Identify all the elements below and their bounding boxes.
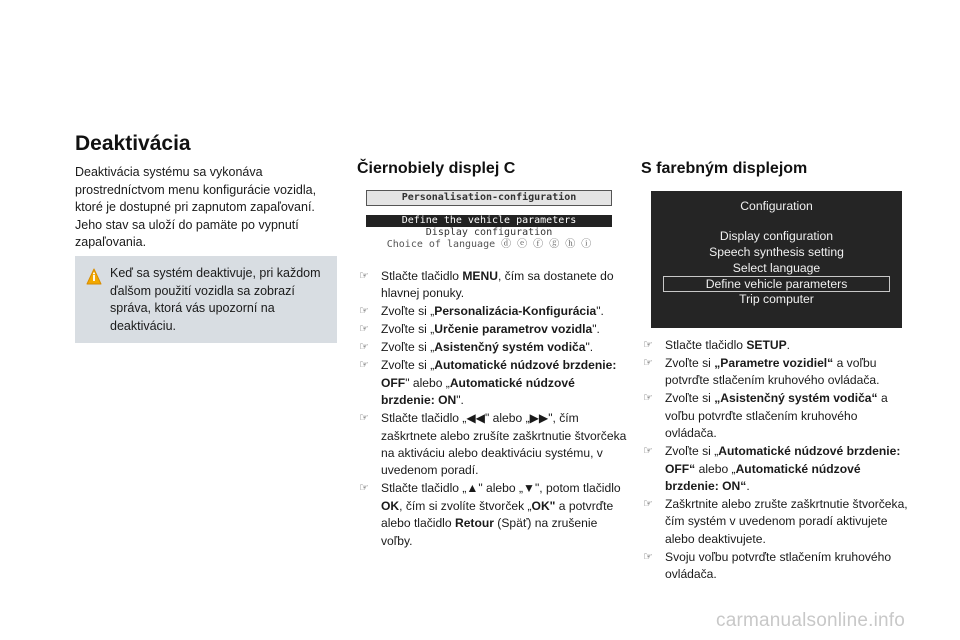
mono-display-item: Choice of language ⓓ ⓔ ⓕ ⓖ ⓗ ⓘ bbox=[386, 239, 592, 250]
step-item: ☞ Zaškrtnite alebo zrušte zaškrtnutie štvorčeka, čím systém v uvedenom poradí aktivujete alebo deaktivujete. bbox=[643, 497, 908, 546]
step-item: ☞ Zvoľte si „Parametre vozidiel“ a voľbu potvrďte stlačením kruhového ovládača. bbox=[643, 356, 880, 388]
step-item: ☞ Stlačte tlačidlo „◀◀" alebo „▶▶", čím zaškrtnete alebo zrušíte zaškrtnutie štvorčeka na aktiváciu alebo deaktiváciu systému, v uvedenom poradí. bbox=[359, 411, 627, 478]
pointing-hand-icon: ☞ bbox=[643, 445, 653, 458]
step-item: ☞ Zvoľte si „Automatické núdzové brzdenie: OFF“ alebo „Automatické núdzové brzdenie: ON“. bbox=[643, 444, 901, 494]
step-item: ☞ Zvoľte si „Personalizácia-Konfigurácia". bbox=[357, 303, 627, 320]
color-display-item: Trip computer bbox=[739, 292, 814, 307]
color-display-item: Speech synthesis setting bbox=[709, 244, 844, 259]
mono-display-selected-item: Define the vehicle parameters bbox=[366, 215, 612, 227]
pointing-hand-icon: ☞ bbox=[643, 498, 653, 511]
color-steps-list bbox=[641, 337, 909, 584]
pointing-hand-icon: ☞ bbox=[359, 482, 369, 495]
pointing-hand-icon: ☞ bbox=[359, 359, 369, 372]
section-title: Deaktivácia bbox=[75, 132, 191, 155]
color-display-menu bbox=[651, 229, 902, 308]
info-icon bbox=[86, 268, 102, 286]
step-item: ☞ Stlačte tlačidlo „▲" alebo „▼", potom tlačidlo OK, čím si zvolíte štvorček „OK" a potvrďte alebo tlačidlo Retour (Späť) na zrušenie voľby. bbox=[359, 481, 621, 548]
mono-display bbox=[366, 190, 612, 251]
step-item: ☞ Stlačte tlačidlo SETUP. bbox=[641, 337, 909, 354]
pointing-hand-icon: ☞ bbox=[643, 339, 653, 351]
mono-display-heading: Čiernobiely displej C bbox=[357, 160, 516, 177]
mono-display-title: Personalisation-configuration bbox=[366, 190, 612, 206]
info-note bbox=[75, 256, 337, 343]
pointing-hand-icon: ☞ bbox=[359, 323, 369, 336]
color-display-heading: S farebným displejom bbox=[641, 160, 808, 177]
color-display bbox=[651, 191, 902, 328]
watermark: carmanualsonline.info bbox=[716, 610, 906, 631]
mono-steps-list bbox=[357, 268, 627, 551]
pointing-hand-icon: ☞ bbox=[643, 550, 653, 563]
pointing-hand-icon: ☞ bbox=[359, 412, 369, 425]
color-display-selected-item: Define vehicle parameters bbox=[663, 276, 890, 292]
step-item: ☞ Zvoľte si „Automatické núdzové brzdenie: OFF" alebo „Automatické núdzové brzdenie: ON". bbox=[359, 358, 617, 408]
color-display-title: Configuration bbox=[740, 199, 813, 213]
mono-display-item: Display configuration bbox=[425, 227, 553, 238]
step-item: ☞ Zvoľte si „Asistenčný systém vodiča". bbox=[357, 339, 627, 356]
pointing-hand-icon: ☞ bbox=[643, 392, 653, 405]
intro-paragraph: Deaktivácia systému sa vykonáva prostredníctvom menu konfigurácie vozidla, ktoré je dostupné pri zapnutom zapaľovaní. Jeho stav sa uloží do pamäte po vypnutí zapaľovania. bbox=[75, 165, 317, 250]
step-item: ☞ Svoju voľbu potvrďte stlačením kruhového ovládača. bbox=[643, 549, 892, 582]
color-display-item: Display configuration bbox=[719, 229, 834, 243]
step-item: ☞ Stlačte tlačidlo MENU, čím sa dostanete do hlavnej ponuky. bbox=[359, 269, 614, 301]
step-item: ☞ Zvoľte si „Asistenčný systém vodiča“ a voľbu potvrďte stlačením kruhového ovládača. bbox=[643, 391, 888, 441]
pointing-hand-icon: ☞ bbox=[359, 305, 369, 318]
pointing-hand-icon: ☞ bbox=[643, 357, 653, 369]
color-display-item: Select language bbox=[732, 260, 821, 275]
pointing-hand-icon: ☞ bbox=[359, 270, 369, 282]
info-note-text: Keď sa systém deaktivuje, pri každom ďalšom použití vozidla sa zobrazí správa, ktorá vás upozorní na deaktiváciu. bbox=[110, 266, 321, 333]
pointing-hand-icon: ☞ bbox=[359, 341, 369, 354]
step-item: ☞ Zvoľte si „Určenie parametrov vozidla". bbox=[357, 321, 627, 338]
